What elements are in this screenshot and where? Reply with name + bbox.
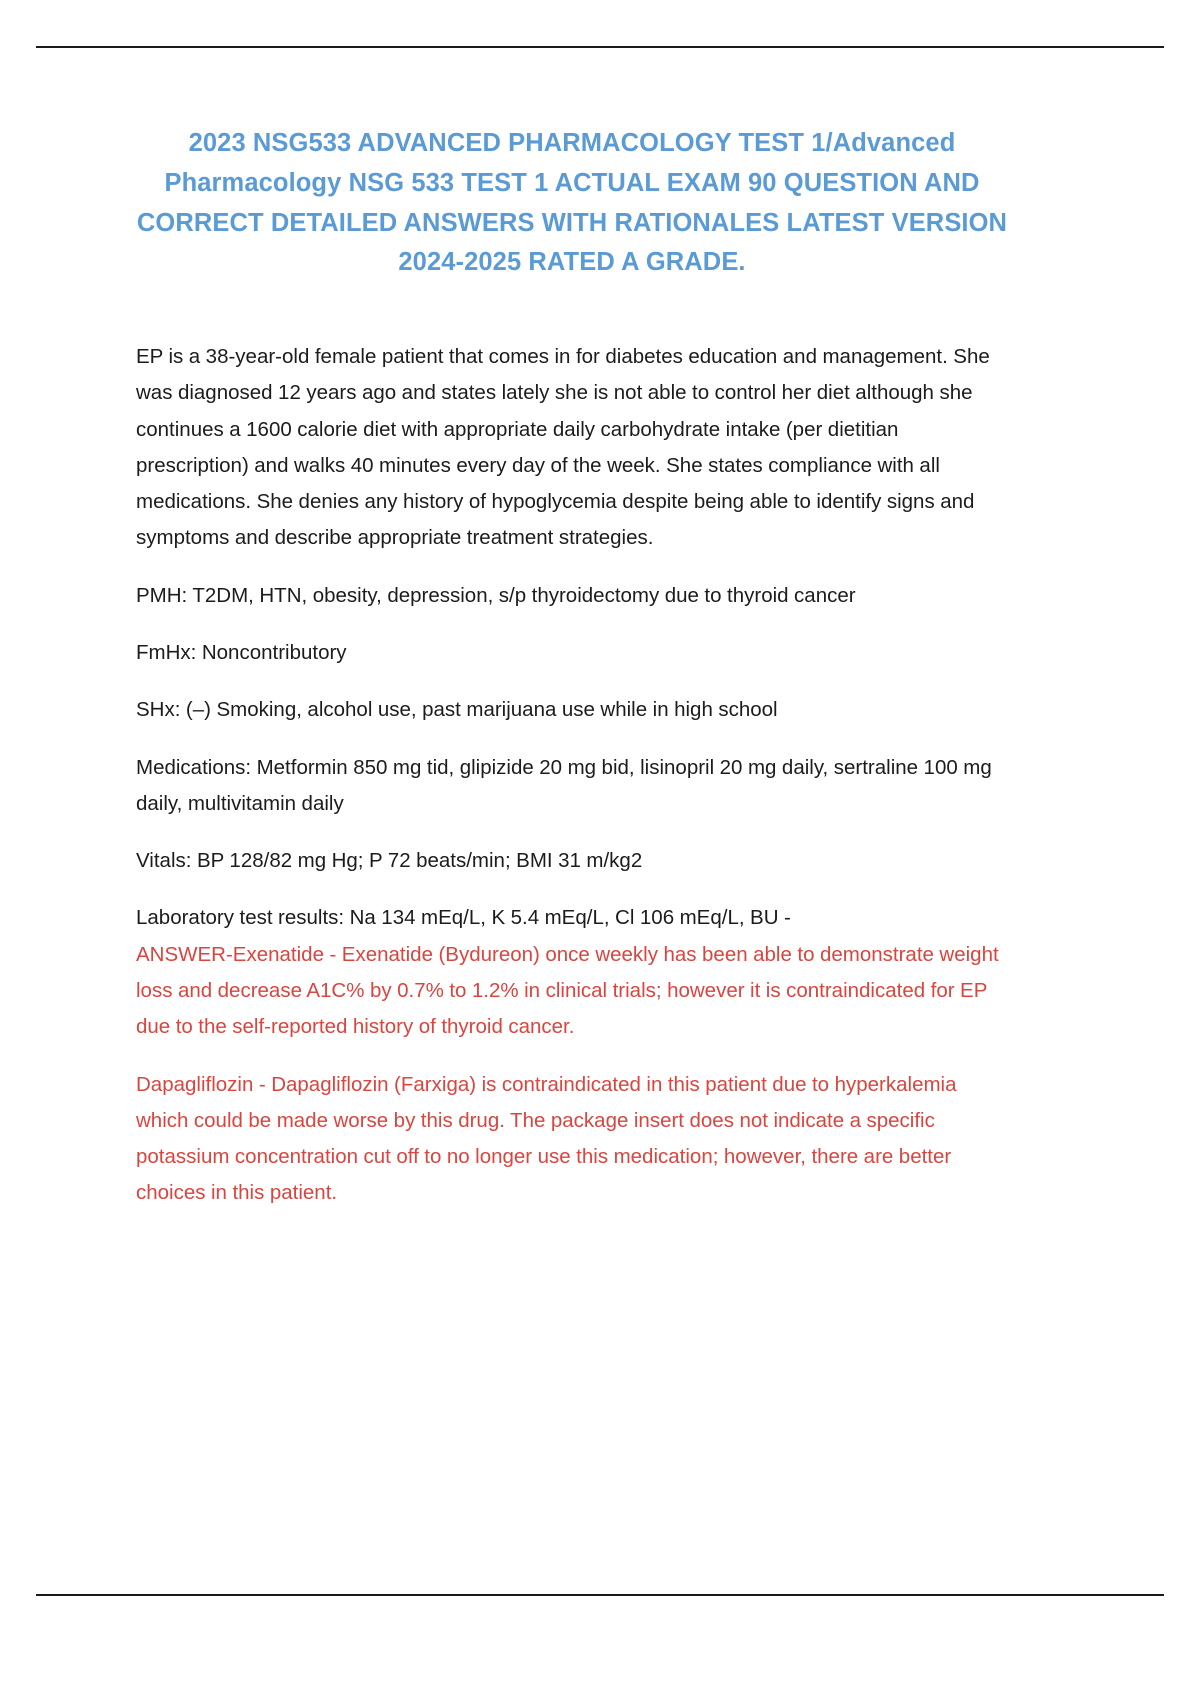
paragraph-medications: Medications: Metformin 850 mg tid, glipizide 20 mg bid, lisinopril 20 mg daily, sertraline 100 mg daily, multivitamin daily [136,755,992,815]
footer-rule [36,1594,1164,1596]
paragraph-case-vignette: EP is a 38-year-old female patient that comes in for diabetes education and management. She was diagnosed 12 years ago and states lately she is not able to control her diet although she continues a 1600 calorie diet with appropriate daily carbohydrate intake (per dietitian prescription) and walks 40 minutes every day of the week. She states compliance with all medications. She denies any history of hypoglycemia despite being able to identify signs and symptoms and describe appropriate treatment strategies. [136,345,990,550]
page-title: 2023 NSG533 ADVANCED PHARMACOLOGY TEST 1/Advanced Pharmacology NSG 533 TEST 1 ACTUAL EXAM 90 QUESTION AND CORRECT DETAILED ANSWERS WITH RATIONALES LATEST VERSION 2024-2025 RATED A GRADE. [136,129,1008,277]
paragraph-laboratory-results: Laboratory test results: Na 134 mEq/L, K 5.4 mEq/L, Cl 106 mEq/L, BU - [136,906,791,930]
paragraph-answer-exenatide: ANSWER-Exenatide - Exenatide (Bydureon) once weekly has been able to demonstrate weight loss and decrease A1C% by 0.7% to 1.2% in clinical trials; however it is contraindicated for EP due to the self-reported history of thyroid cancer. [136,942,999,1039]
paragraph-answer-dapagliflozin: Dapagliflozin - Dapagliflozin (Farxiga) is contraindicated in this patient due to hyperkalemia which could be made worse by this drug. The package insert does not indicate a specific potassium concentration cut off to no longer use this medication; however, there are better choices in this patient. [136,1072,957,1205]
paragraph-shx: SHx: (–) Smoking, alcohol use, past marijuana use while in high school [136,698,778,722]
paragraph-vitals: Vitals: BP 128/82 mg Hg; P 72 beats/min; BMI 31 m/kg2 [136,849,643,873]
paragraph-fmhx: FmHx: Noncontributory [136,641,347,665]
document-body [136,339,1008,1212]
document-content [136,124,1008,1233]
header-rule [36,46,1164,48]
paragraph-pmh: PMH: T2DM, HTN, obesity, depression, s/p thyroidectomy due to thyroid cancer [136,583,856,607]
